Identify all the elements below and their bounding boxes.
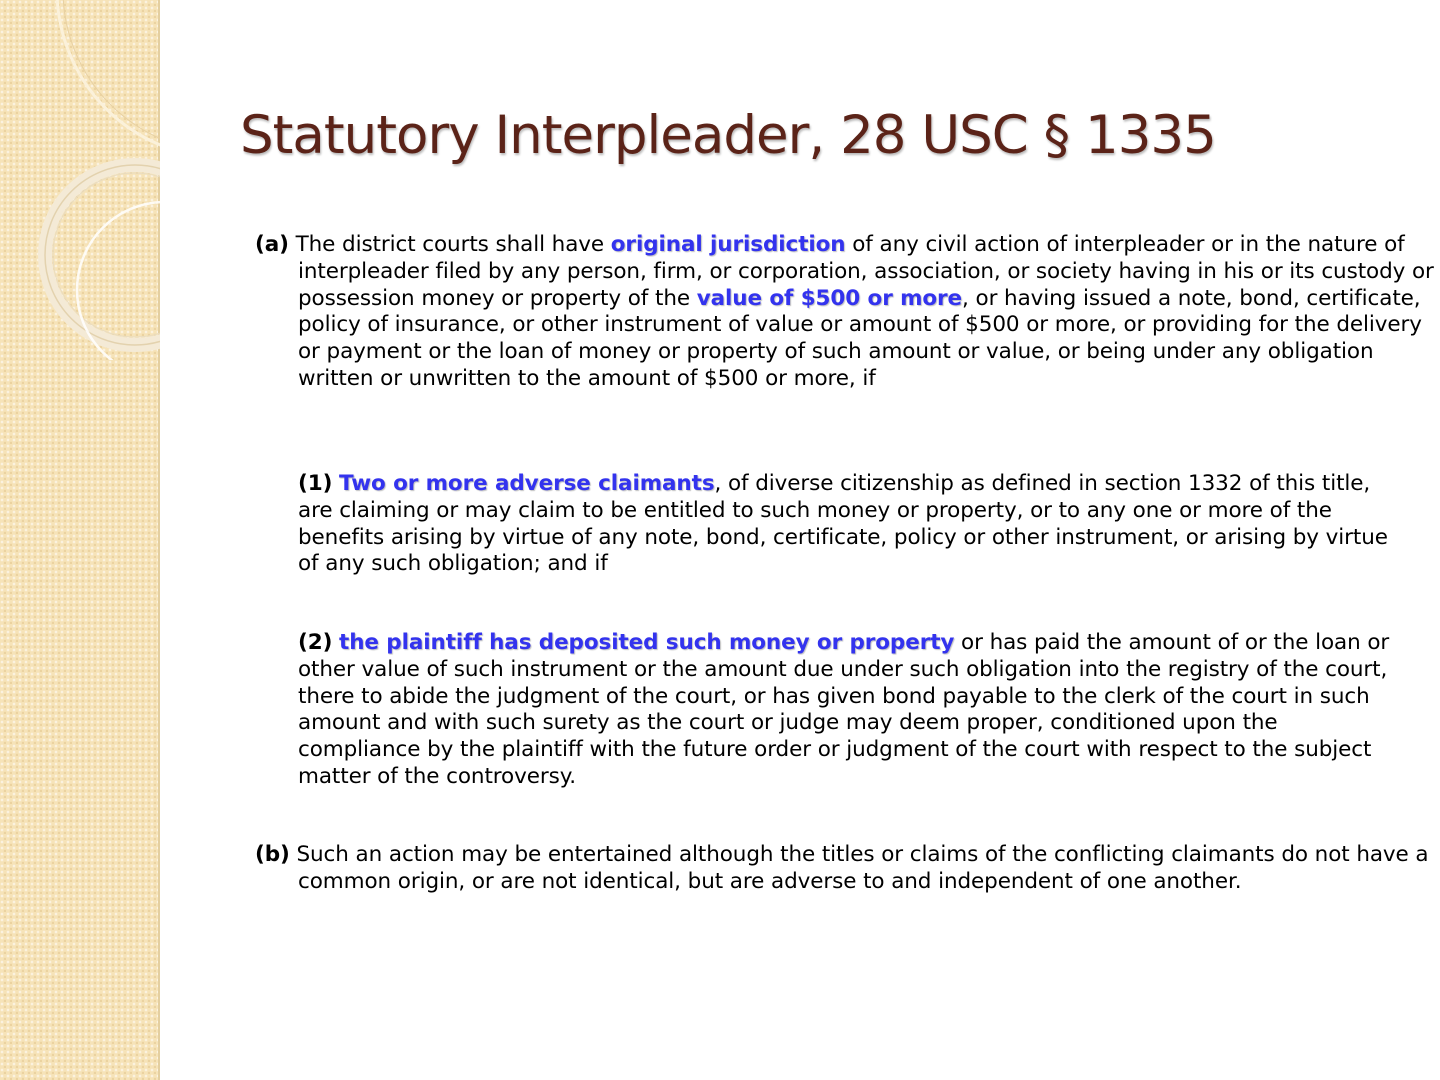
- clause-2: [298, 630, 1403, 791]
- clause-1-marker: (1): [298, 471, 333, 496]
- subsection-b-marker: (b): [255, 842, 290, 867]
- ornament-rings-icon: [0, 0, 160, 360]
- decorative-sidebar: [0, 0, 160, 1080]
- highlight-adverse-claimants: Two or more adverse claimants: [339, 471, 715, 496]
- highlight-value-500: value of $500 or more: [696, 285, 963, 311]
- subsection-a-text-2: of any civil action of interpleader or in the nature of interpleader filed by any person, firm, or corporation, association, or society having in his or its custody or possession money or property of the: [298, 232, 1434, 311]
- subsection-b-text: Such an action may be entertained although the titles or claims of the conflicting claimants do not have a common origin, or are not identical, but are adverse to and independent of one another.: [289, 842, 1429, 894]
- clause-1-text: , of diverse citizenship as defined in section 1332 of this title, are claiming or may claim to be entitled to such money or property, or to any one or more of the benefits arising by virtue of any note, bond, certificate, policy or other instrument, or arising by virtue of any such obligation; and if: [298, 471, 1388, 577]
- subsection-a-text-1: The district courts shall have: [288, 232, 611, 257]
- slide-title: Statutory Interpleader, 28 USC § 1335: [240, 105, 1216, 166]
- clause-2-marker: (2): [298, 630, 333, 655]
- subsection-a-text-3: , or having issued a note, bond, certificate, policy of insurance, or other instrument of value or amount of $500 or more, or providing for the delivery or payment or the loan of money or property of such amount or value, or being under any obligation written or unwritten to the amount of $500 or more, if: [298, 285, 1422, 391]
- subsection-a: [255, 232, 1440, 393]
- slide-content: [160, 0, 1440, 1080]
- subsection-b: [255, 842, 1440, 896]
- clause-2-text: or has paid the amount of or the loan or other value of such instrument or the amount due under such obligation into the registry of the court, there to abide the judgment of the court, or has given bond payable to the clerk of the court in such amount and with such surety as the court or judge may deem proper, conditioned upon the compliance by the plaintiff with the future order or judgment of the court with respect to the subject matter of the controversy.: [298, 630, 1390, 789]
- highlight-plaintiff-deposited: the plaintiff has deposited such money or property: [339, 630, 955, 655]
- subsection-a-marker: (a): [255, 232, 289, 257]
- highlight-original-jurisdiction: original jurisdiction: [610, 232, 846, 257]
- clause-1: [298, 471, 1403, 578]
